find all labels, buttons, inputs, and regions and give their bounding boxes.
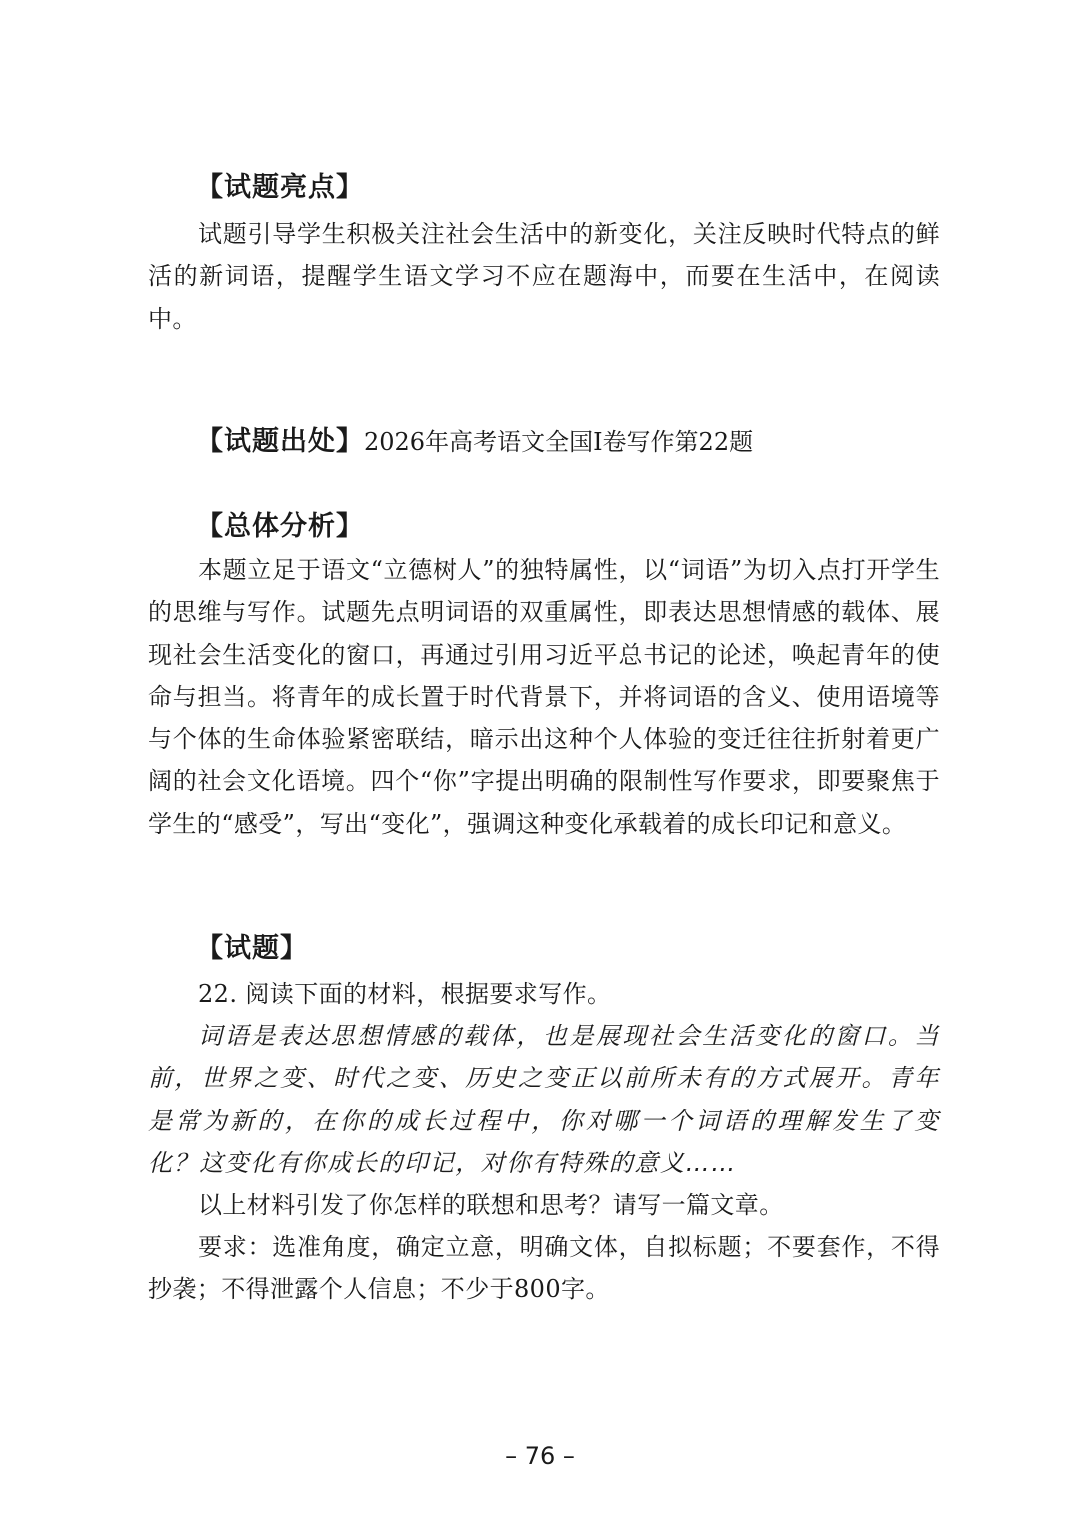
source-heading-label: 【试题出处】 <box>196 426 364 457</box>
question-instruction: 22. 阅读下面的材料，根据要求写作。 <box>198 980 612 1008</box>
source-heading <box>196 422 753 462</box>
page-number: – 76 – <box>505 1442 575 1470</box>
question-prompt: 以上材料引发了你怎样的联想和思考？请写一篇文章。 <box>198 1191 784 1219</box>
analysis-heading: 【总体分析】 <box>196 511 364 542</box>
highlights-paragraph: 试题引导学生积极关注社会生活中的新变化，关注反映时代特点的鲜活的新词语，提醒学生语文学习不应在题海中，而要在生活中，在阅读中。 <box>148 220 940 333</box>
question-requirements: 要求：选准角度，确定立意，明确文体，自拟标题；不要套作，不得抄袭；不得泄露个人信息；不少于800字。 <box>148 1233 940 1304</box>
question-material: 词语是表达思想情感的载体，也是展现社会生活变化的窗口。当前，世界之变、时代之变、历史之变正以前所未有的方式展开。青年是常为新的，在你的成长过程中，你对哪一个词语的理解发生了变化？这变化有你成长的印记，对你有特殊的意义…… <box>148 1022 940 1177</box>
question-heading: 【试题】 <box>196 933 308 964</box>
source-text: 2026年高考语文全国Ⅰ卷写作第22题 <box>364 428 754 456</box>
analysis-paragraph: 本题立足于语文“立德树人”的独特属性，以“词语”为切入点打开学生的思维与写作。试题先点明词语的双重属性，即表达思想情感的载体、展现社会生活变化的窗口，再通过引用习近平总书记的论述，唤起青年的使命与担当。将青年的成长置于时代背景下，并将词语的含义、使用语境等与个体的生命体验紧密联结，暗示出这种个人体验的变迁往往折射着更广阔的社会文化语境。四个“你”字提出明确的限制性写作要求，即要聚焦于学生的“感受”，写出“变化”，强调这种变化承载着的成长印记和意义。 <box>148 556 940 838</box>
highlights-heading: 【试题亮点】 <box>196 172 364 203</box>
